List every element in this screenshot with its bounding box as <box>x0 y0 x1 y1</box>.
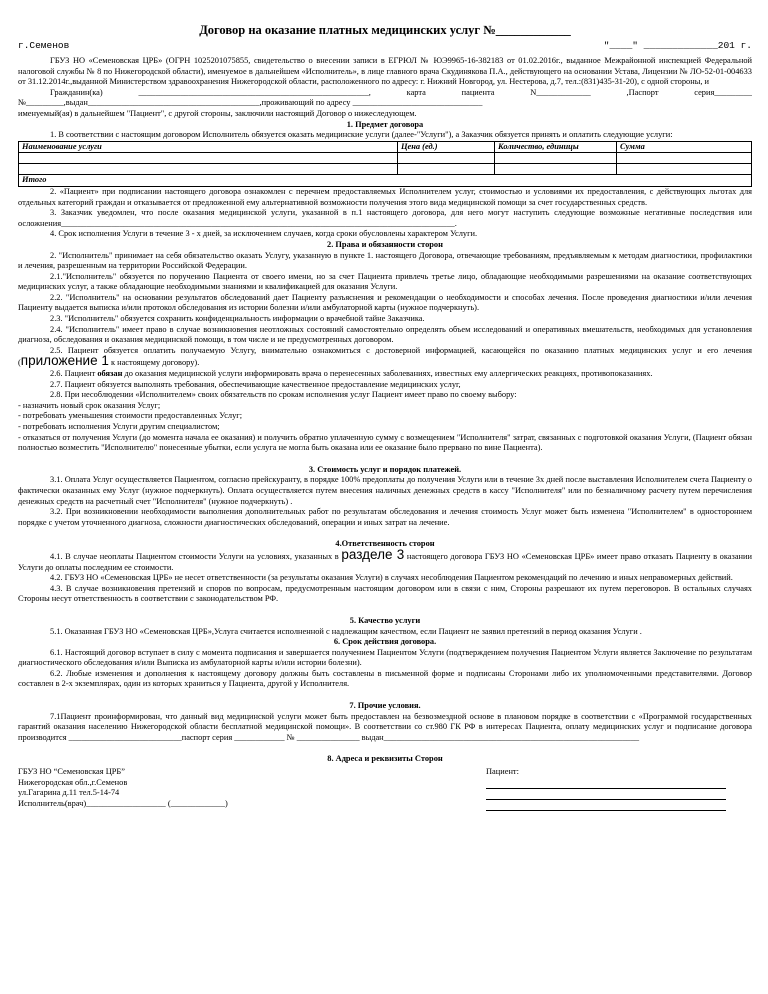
s7-p1: 7.1Пациент проинформирован, что данный вид медицинской услуги может быть предоставлен на безвозмездной основе в плановом порядке в соответствии с «Программой государственных гарантий оказания населению Нижегородской области бесплатной медицинской помощи». В соответствии со ст.980 ГК РФ в интересах Пациента, оплату медицинских услуг и подписание договора производится ___________________________паспорт серия ____________ № _______________ выдан_____________________________________________________________ <box>18 711 752 742</box>
list-item: - назначить новый срок оказания Услуг; <box>18 400 161 410</box>
s6-p1: 6.1. Настоящий договор вступает в силу с момента подписания и завершается получением Пациентом Услуги (подтверждением получения Пациентом Услуги является Заключение по результатам диагностического обследования и/или Выписка из амбулаторной карты и/или истории болезни). <box>18 647 752 668</box>
appendix-1-link[interactable]: приложение 1 <box>20 353 109 369</box>
s4-p2: 4.2. ГБУЗ НО «Семеновская ЦРБ» не несет ответственности (за результаты оказания Услуги) в случаях несоблюдения Пациентом рекомендаций по лечению и иных неправомерных действий. <box>50 573 733 583</box>
s1-p1: 1. В соответствии с настоящим договором Исполнитель обязуется оказать медицинские услуги (далее-"Услуги"), а Заказчик обязуется принять и оплатить следующие услуги: <box>50 130 673 140</box>
s2-p7 <box>18 369 752 380</box>
patient-line <box>486 789 726 800</box>
s2-p7-a: 2.6. Пациент <box>50 369 98 379</box>
patient-line <box>486 800 726 811</box>
intro-patient: Гражданин(ка) _______________________________________________________, карта пациента N_____________ ,Паспорт серия_________ №_________,выдан_________________________________________,проживающий по адресу _______________________________ <box>18 87 752 108</box>
table-header-row <box>19 141 752 153</box>
patient-label: Пациент: <box>486 767 519 777</box>
executor-name: ГБУЗ НО “Семеновская ЦРБ” <box>18 767 125 777</box>
s2-p6-tail: к настоящему договору). <box>108 358 200 368</box>
executor-region: Нижегородская обл.,г.Семенов <box>18 777 128 787</box>
list-item: - отказаться от получения Услуги (до момента начала ее оказания) и получить обратно уплаченную сумму с возмещением "Исполнителя" затрат, связанных с подготовкой оказания Услуги, (Пациент обязан полностью возместить "Исполнителю" понесенные убытки, если услуга не могла быть оказана или ее оказание было прервано по вине Пациента). <box>18 432 752 453</box>
services-table <box>18 141 752 187</box>
s4-p3: 4.3. В случае возникновения претензий и споров по вопросам, предусмотренным настоящим договором или в связи с ним, Стороны разрешают их путем переговоров. В остальных случаях Стороны несут ответственность в соответствии с законодательством РФ. <box>18 583 752 604</box>
s2-p5: 2.4. "Исполнитель" имеет право в случае возникновения неотложных состояний самостоятельно определять объем исследований и оперативных вмешательств, необходимых для установления диагноза, обследования и оказания медицинской помощи, в том числе и не предусмотренных договором. <box>18 324 752 345</box>
s2-p7-c: до оказания медицинской услуги информировать врача о перенесенных заболеваниях, известных ему аллергических реакциях, противопоказаниях. <box>122 369 653 379</box>
section-2-heading: 2. Права и обязанности сторон <box>327 239 443 249</box>
s2-p7-bold: обязан <box>97 369 123 379</box>
section-5-heading: 5. Качество услуги <box>349 615 421 625</box>
executor-signature: Исполнитель(врач)___________________ (_____________) <box>18 798 228 808</box>
s4-p1-b: настоящего договора ГБУЗ НО «Семеновская ЦРБ» имеет право отказать Пациенту в оказании Услуги до оплаты последним ее стоимости. <box>18 551 752 572</box>
executor-details <box>18 767 318 811</box>
s2-p4: 2.3. "Исполнитель" обязуется сохранить конфиденциальность информации о врачебной тайне Заказчика. <box>50 314 425 324</box>
patient-line <box>486 778 726 789</box>
section-1-heading: 1. Предмет договора <box>346 119 424 129</box>
intro-executor: ГБУЗ НО «Семеновская ЦРБ» (ОГРН 1025201075855, свидетельство о внесении записи в ЕГРЮЛ № ЮЭ9965-16-382183 от 01.02.2016г., выданное Межрайонной инспекцией Федеральной налоговой службы № 8 по Нижегородской области), именуемое в дальнейшем «Исполнитель», в лице главного врача Скудинякова П.А., действующего на основании Устава, Лицензии № ЛО-52-01-004633 от 31.12.2014г.,выданной Министерством здравоохранения Нижегородской области, расположенного по адресу: г. Нижний Новгород, ул. Нестерова, д.7, тел.:(831)435-31-20), с одной стороны, и <box>18 56 752 87</box>
table-row <box>19 153 752 164</box>
place-date-row <box>18 40 752 52</box>
s6-p2: 6.2. Любые изменения и дополнения к настоящему договору должны быть составлены в письменной форме и подписаны Сторонами либо их уполномоченными представителями. Договор составлен в 2-х экземплярах, один из которых храниться у Пациента, другой у Исполнителя. <box>18 668 752 689</box>
list-item: - потребовать исполнения Услуги другим специалистом; <box>18 422 220 431</box>
s5-p1: 5.1. Оказанная ГБУЗ НО «Семеновская ЦРБ»,Услуга считается исполненной с надлежащим качеством, если Пациент не заявил претензий в период оказания Услуги . <box>50 626 642 636</box>
section-3-heading: 3. Стоимость услуг и порядок платежей. <box>308 464 462 474</box>
document-title: Договор на оказание платных медицинских услуг №____________ <box>199 23 571 37</box>
section-8-heading: 8. Адреса и реквизиты Сторон <box>327 754 443 764</box>
col-quantity: Количество, единицы <box>495 141 617 153</box>
col-price: Цена (ед.) <box>398 141 495 153</box>
section-4-heading: 4.Ответственность сторон <box>335 539 435 549</box>
s4-p1 <box>18 546 752 573</box>
parties-details <box>18 767 752 811</box>
contract-date: "____" _____________201 г. <box>603 40 752 51</box>
s1-p2: 2. «Пациент» при подписании настоящего договора ознакомлен с перечнем предоставляемых Исполнителем услуг, стоимостью и условиями их предоставления, с действующих льготах для отдельных категорий граждан и отказывается от предложенной ему альтернативной возможности получения этого вида медицинской помощи за счет государственных средств. <box>18 186 752 207</box>
section-6-heading: 6. Срок действия договора. <box>333 637 437 647</box>
section-7-heading: 7. Прочие условия. <box>349 701 421 711</box>
contract-document <box>18 22 752 811</box>
list-item: - потребовать уменьшения стоимости предоставленных Услуг; <box>18 411 243 421</box>
col-sum: Сумма <box>617 141 752 153</box>
s4-p1-a: 4.1. В случае неоплаты Пациентом стоимости Услуги на условиях, указанных в <box>50 551 342 561</box>
s3-p1: 3.1. Оплата Услуг осуществляется Пациентом, согласно прейскуранту, в порядке 100% предоплаты до получения Услуги или в течение 3х дней после выставления Исполнителем счета Пациенту о фактически оказанных ему Услуг (нужное подчеркнуть). Оплата осуществляется путем внесения наличных денежных средств в кассу "Исполнителя" или по безналичному расчету путем перечисления денежных средств на расчетный счет "Исполнителя" (нужное подчеркнуть) . <box>18 475 752 506</box>
table-row <box>19 164 752 175</box>
s2-p6 <box>18 346 752 369</box>
city: г.Семенов <box>18 40 70 51</box>
patient-details <box>486 767 726 811</box>
s3-p2: 3.2. При возникновении необходимости выполнения дополнительных работ по результатам обследования и лечения стоимость Услуг может быть изменена "Исполнителем" в одностороннем порядке с учетом уточненного диагноза, сложности диагностических обследований, операции и иных затрат на лечение. <box>18 507 752 527</box>
s2-p1: 2. "Исполнитель" принимает на себя обязательство оказать Услугу, указанную в пункте 1. настоящего Договора, отвечающие требованиям, предъявляемым к методам диагностики, профилактики и лечения, разрешенным на территории Российской Федерации. <box>18 250 752 271</box>
intro-agreement: именуемый(ая) в дальнейшем "Пациент", с другой стороны, заключили настоящий Договор о нижеследующем. <box>18 108 417 118</box>
section-3-link[interactable]: разделе 3 <box>341 546 405 562</box>
s2-p6-text: 2.5. Пациент обязуется оплатить получаемую Услугу, внимательно ознакомиться с достоверной информацией, касающейся по оказанию платных медицинских услуг и его лечения ( <box>18 345 752 368</box>
s2-p2: 2.1."Исполнитель" обязуется по поручению Пациента от своего имени, но за счет Пациента привлечь третье лицо, обладающие необходимыми разрешениями на оказание соответствующих медицинских услуг, а также обладающие необходимыми знаниями и квалификацией для оказания Услуги. <box>18 271 752 292</box>
total-label: Итого <box>19 175 752 187</box>
s2-p3: 2.2. "Исполнитель" на основании результатов обследований дает Пациенту разъяснения и рекомендации о необходимости и способах лечения. После проведения диагностики и/или лечения Пациенту выдается выписка и/или протокол обследования из истории болезни и/или амбулаторной карты (нужное подчеркнуть). <box>18 292 752 313</box>
table-total-row <box>19 175 752 187</box>
s2-p8: 2.7. Пациент обязуется выполнять требования, обеспечивающие качественное предоставление медицинских услуг, <box>50 379 461 389</box>
s1-p4: 4. Срок исполнения Услуги в течение 3 - х дней, за исключением случаев, когда сроки обусловлены характером Услуги. <box>50 229 478 239</box>
executor-address: ул.Гагарина д.11 тел.5-14-74 <box>18 788 120 798</box>
s1-p3: 3. Заказчик уведомлен, что после оказания медицинской услуги, указанной в п.1 настоящего договора, для него могут наступить следующие возможные негативные последствия или осложнения______________________________________________________________________________________________. <box>18 208 752 228</box>
col-service-name: Наименование услуги <box>19 141 398 153</box>
s2-p9: 2.8. При несоблюдении «Исполнителем» своих обязательств по срокам исполнения услуг Пациент имеет право по своему выбору: <box>50 390 517 400</box>
